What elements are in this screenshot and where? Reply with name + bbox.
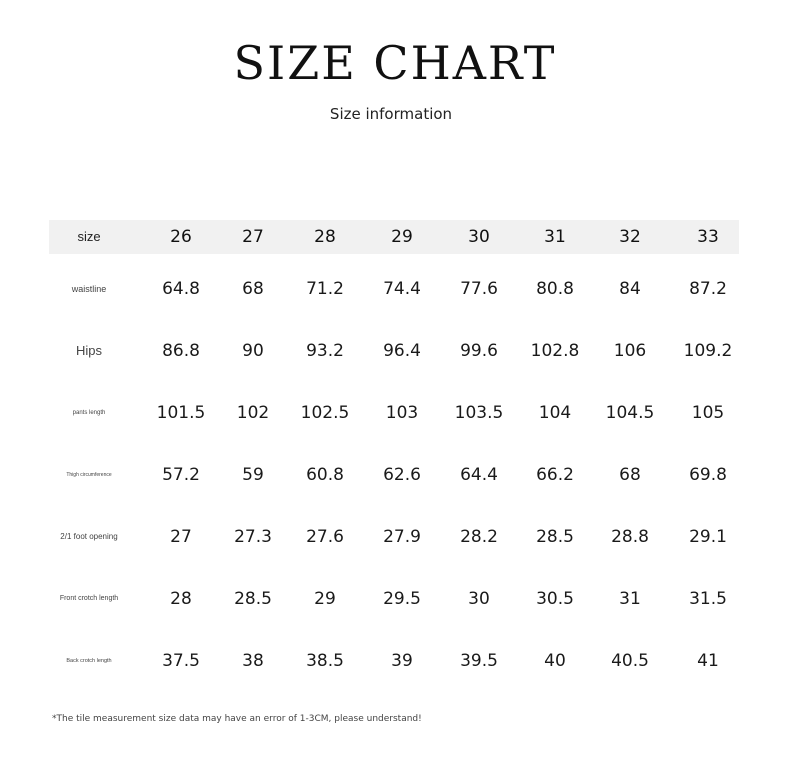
table-cell: 93.2 — [306, 341, 344, 361]
table-cell: 38.5 — [306, 651, 344, 671]
table-cell: 87.2 — [689, 279, 727, 299]
table-cell: 90 — [242, 341, 264, 361]
table-cell: 102.5 — [300, 403, 350, 423]
table-cell: 77.6 — [460, 279, 498, 299]
table-cell: 99.6 — [460, 341, 498, 361]
table-cell: 28.2 — [460, 527, 498, 547]
page-subtitle: Size information — [329, 105, 453, 123]
table-cell: 29.1 — [689, 527, 727, 547]
table-cell: 30.5 — [536, 589, 574, 609]
table-cell: 28.8 — [611, 527, 649, 547]
table-cell: 103 — [385, 403, 419, 423]
table-cell: 109.2 — [683, 341, 733, 361]
table-row — [49, 458, 739, 492]
row-label: size — [77, 229, 101, 244]
table-cell: 69.8 — [689, 465, 727, 485]
table-cell: 38 — [242, 651, 264, 671]
table-cell: 29.5 — [383, 589, 421, 609]
size-header-cell: 32 — [619, 227, 641, 247]
table-row — [49, 644, 739, 678]
table-cell: 106 — [613, 341, 647, 361]
table-row — [49, 396, 739, 430]
table-cell: 39.5 — [460, 651, 498, 671]
table-cell: 57.2 — [162, 465, 200, 485]
table-cell: 40 — [544, 651, 566, 671]
table-cell: 101.5 — [156, 403, 206, 423]
table-cell: 30 — [468, 589, 490, 609]
table-cell: 62.6 — [383, 465, 421, 485]
table-cell: 29 — [314, 589, 336, 609]
row-label: Thigh circumference — [66, 472, 112, 478]
table-cell: 104 — [538, 403, 572, 423]
table-cell: 86.8 — [162, 341, 200, 361]
table-cell: 27.6 — [306, 527, 344, 547]
table-cell: 71.2 — [306, 279, 344, 299]
table-cell: 105 — [691, 403, 725, 423]
table-cell: 31 — [619, 589, 641, 609]
table-cell: 96.4 — [383, 341, 421, 361]
table-cell: 64.4 — [460, 465, 498, 485]
page-title: SIZE CHART — [233, 36, 557, 90]
table-cell: 68 — [619, 465, 641, 485]
table-cell: 31.5 — [689, 589, 727, 609]
table-cell: 28.5 — [536, 527, 574, 547]
table-cell: 104.5 — [605, 403, 655, 423]
table-cell: 37.5 — [162, 651, 200, 671]
table-cell: 59 — [242, 465, 264, 485]
table-cell: 80.8 — [536, 279, 574, 299]
table-cell: 27 — [170, 527, 192, 547]
footnote: *The tile measurement size data may have an error of 1-3CM, please understand! — [52, 714, 422, 724]
table-row — [49, 582, 739, 616]
table-cell: 103.5 — [454, 403, 504, 423]
size-header-cell: 29 — [391, 227, 413, 247]
table-cell: 28 — [170, 589, 192, 609]
table-cell: 102 — [236, 403, 270, 423]
table-header-row — [49, 220, 739, 254]
size-header-cell: 27 — [242, 227, 264, 247]
row-label: pants length — [72, 410, 106, 416]
table-row — [49, 520, 739, 554]
row-label: Hips — [75, 343, 102, 358]
table-cell: 68 — [242, 279, 264, 299]
size-header-cell: 26 — [170, 227, 192, 247]
table-cell: 60.8 — [306, 465, 344, 485]
size-header-cell: 28 — [314, 227, 336, 247]
size-header-cell: 30 — [468, 227, 490, 247]
table-cell: 39 — [391, 651, 413, 671]
row-label: Back crotch length — [66, 658, 112, 664]
row-label: waistline — [71, 284, 107, 294]
table-cell: 40.5 — [611, 651, 649, 671]
table-cell: 27.3 — [234, 527, 272, 547]
size-header-cell: 33 — [697, 227, 719, 247]
table-cell: 74.4 — [383, 279, 421, 299]
table-row — [49, 334, 739, 368]
table-cell: 102.8 — [530, 341, 580, 361]
table-cell: 66.2 — [536, 465, 574, 485]
row-label: Front crotch length — [59, 595, 119, 602]
row-label: 2/1 foot opening — [60, 532, 118, 541]
table-cell: 64.8 — [162, 279, 200, 299]
table-row — [49, 272, 739, 306]
table-cell: 41 — [697, 651, 719, 671]
size-header-cell: 31 — [544, 227, 566, 247]
table-cell: 28.5 — [234, 589, 272, 609]
table-cell: 84 — [619, 279, 641, 299]
table-cell: 27.9 — [383, 527, 421, 547]
